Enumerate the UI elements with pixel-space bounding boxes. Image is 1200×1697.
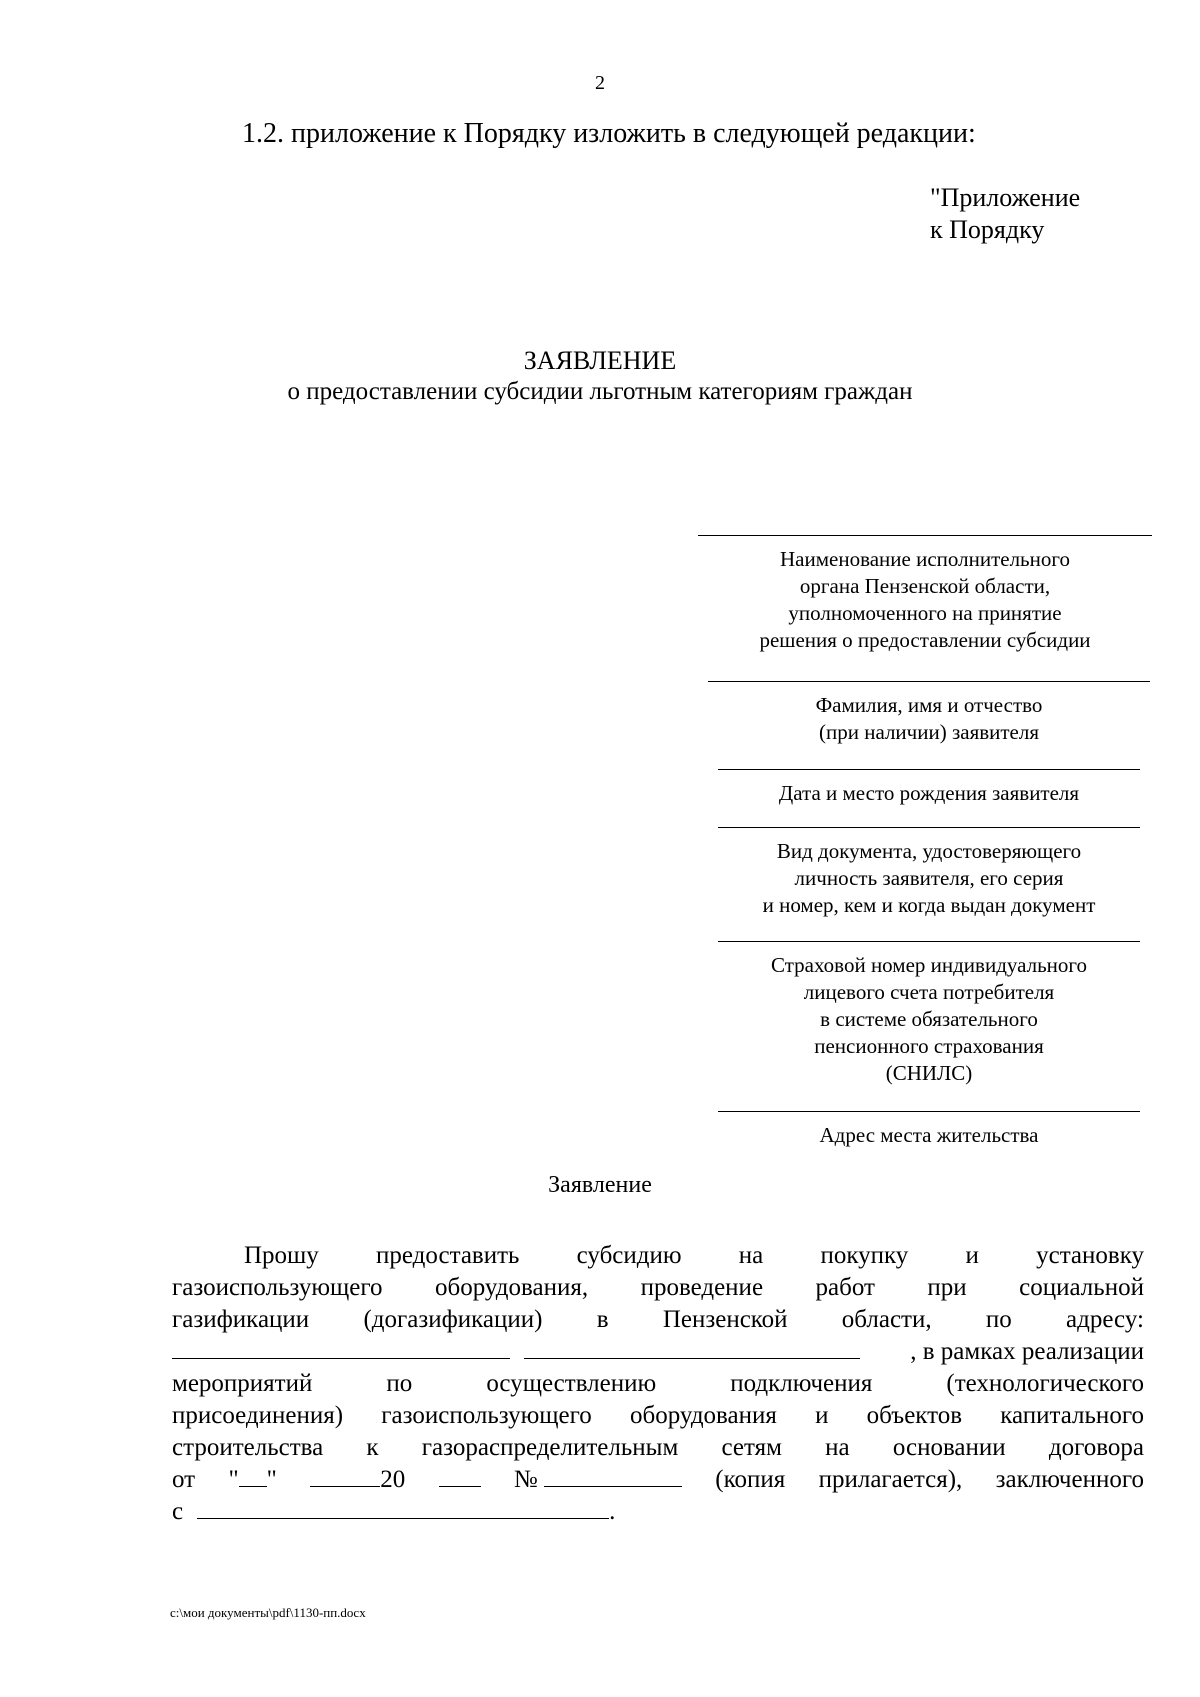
field-birth-line [718, 769, 1140, 770]
contract-day-blank[interactable] [239, 1464, 267, 1487]
body-line-5: мероприятий по осуществлению подключения (технологического [172, 1370, 1144, 1397]
field-birth: Дата и место рождения заявителя [718, 769, 1140, 807]
field-snils: Страховой номер индивидуального лицевого счета потребителя в системе обязательного пенсионного страхования (СНИЛС) [718, 941, 1140, 1087]
field-organ: Наименование исполнительного органа Пензенской области, уполномоченного на принятие решения о предоставлении субсидии [698, 535, 1152, 654]
body-line-7: строительства к газораспределительным сетям на основании договора [172, 1434, 1144, 1461]
contract-number: № [514, 1464, 682, 1496]
contractor-blank[interactable] [197, 1496, 609, 1519]
document-title: ЗАЯВЛЕНИЕ [523, 346, 677, 375]
appendix-header [930, 182, 1080, 246]
body-line-6: присоединения) газоиспользующего оборудования и объектов капитального [172, 1402, 1144, 1429]
contract-year-blank[interactable] [439, 1464, 481, 1487]
body-line-4: , в рамках реализации [172, 1336, 1144, 1368]
address-blank-2[interactable] [524, 1336, 860, 1359]
contract-month-blank[interactable] [310, 1464, 380, 1487]
field-address-line [718, 1111, 1140, 1112]
page-number: 2 [595, 72, 605, 94]
field-document-line [718, 827, 1140, 828]
field-organ-line [698, 535, 1152, 536]
footer-file-path: c:\мои документы\pdf\1130-пп.docx [170, 1605, 366, 1620]
body-line-8: от " " 20 № (копия прилагается), заключенного [172, 1464, 1144, 1496]
body-line-1: Прошу предоставить субсидию на покупку и установку [244, 1242, 1144, 1269]
field-fio-line [708, 681, 1150, 682]
contract-year: 20 [310, 1464, 405, 1496]
field-snils-line [718, 941, 1140, 942]
contract-number-blank[interactable] [544, 1464, 682, 1487]
body-line-9: с . [172, 1498, 616, 1525]
field-address: Адрес места жительства [718, 1111, 1140, 1149]
document-subtitle: о предоставлении субсидии льготным категориям граждан [287, 378, 913, 405]
intro-paragraph: 1.2. приложение к Порядку изложить в следующей редакции: [242, 118, 976, 149]
body-line-3: газификации (догазификации) в Пензенской области, по адресу: [172, 1306, 1144, 1333]
statement-body [172, 1240, 1144, 1528]
body-line-2: газоиспользующего оборудования, проведение работ при социальной [172, 1274, 1144, 1301]
field-document: Вид документа, удостоверяющего личность заявителя, его серия и номер, кем и когда выдан документ [718, 827, 1140, 919]
appendix-line-1: "Приложение [930, 183, 1081, 212]
field-fio: Фамилия, имя и отчество (при наличии) заявителя [708, 681, 1150, 746]
appendix-line-2: к Порядку [930, 215, 1045, 244]
address-blank-1[interactable] [172, 1336, 510, 1359]
contract-day: " " [228, 1466, 277, 1493]
statement-heading: Заявление [548, 1172, 652, 1198]
